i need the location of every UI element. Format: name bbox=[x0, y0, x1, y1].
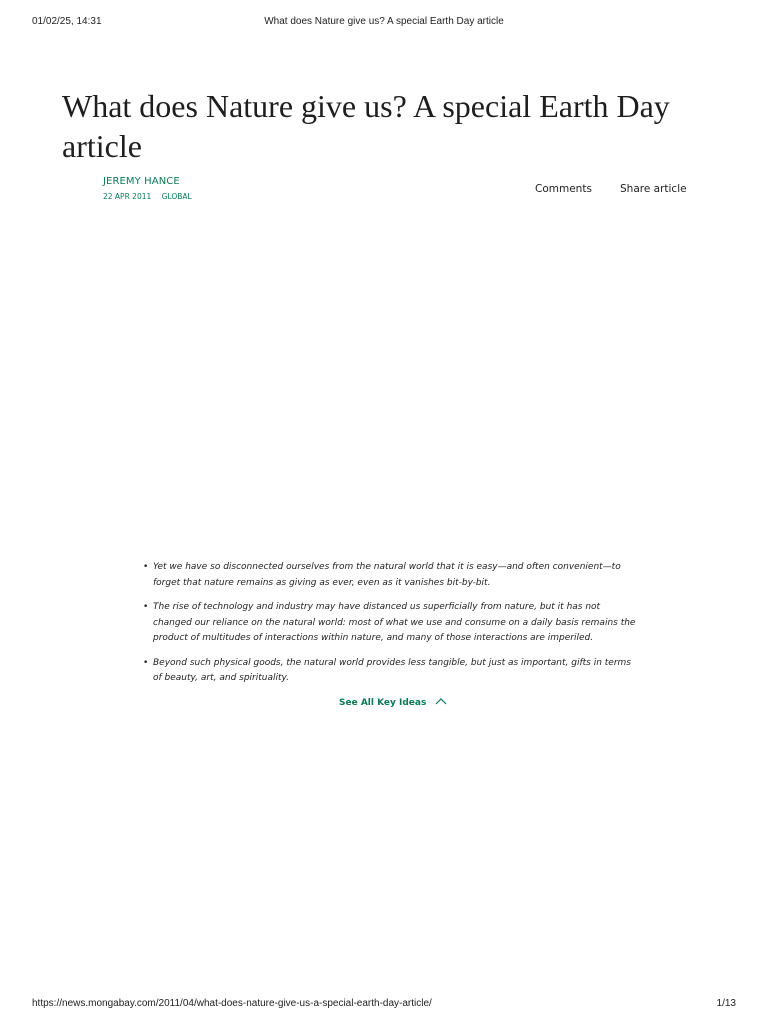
page-number: 1/13 bbox=[716, 998, 736, 1009]
bullet-icon: • bbox=[143, 602, 149, 612]
key-idea-text: The rise of technology and industry may have distanced us superficially from nature, but it has not changed our reliance on the natural world: most of what we use and consume on a daily basis remains the product of multitudes of interactions within nature, and many of those interactions are imperiled. bbox=[153, 602, 636, 643]
see-all-label: See All Key Ideas bbox=[339, 698, 427, 708]
bullet-icon: • bbox=[143, 562, 149, 572]
key-idea-item bbox=[143, 560, 641, 591]
publish-date: 22 APR 2011 bbox=[103, 192, 152, 201]
page-url: https://news.mongabay.com/2011/04/what-does-nature-give-us-a-special-earth-day-article/ bbox=[32, 998, 432, 1009]
article-actions bbox=[535, 183, 687, 195]
key-idea-text: Yet we have so disconnected ourselves from the natural world that it is easy—and often convenient—to forget that nature remains as giving as ever, even as it vanishes bit-by-bit. bbox=[153, 562, 621, 588]
key-idea-item bbox=[143, 656, 641, 687]
bullet-icon: • bbox=[143, 657, 149, 668]
article-title: What does Nature give us? A special Earth Day article bbox=[62, 88, 670, 164]
comments-button[interactable]: Comments bbox=[535, 183, 592, 195]
region-link[interactable]: GLOBAL bbox=[161, 192, 192, 201]
key-idea-text: Beyond such physical goods, the natural world provides less tangible, but just as important, gifts in terms of beauty, art, and spirituality. bbox=[153, 657, 631, 683]
author-link[interactable]: JEREMY HANCE bbox=[103, 176, 180, 187]
print-header bbox=[32, 16, 736, 32]
key-idea-item bbox=[143, 600, 641, 647]
chevron-up-icon bbox=[435, 697, 447, 708]
byline bbox=[103, 176, 192, 201]
see-all-key-ideas-button[interactable] bbox=[339, 697, 447, 708]
key-ideas-list bbox=[143, 560, 641, 696]
print-page-title: What does Nature give us? A special Earth Day article bbox=[264, 16, 504, 27]
share-article-button[interactable]: Share article bbox=[620, 183, 687, 195]
print-footer bbox=[32, 998, 736, 1012]
article-meta bbox=[103, 192, 192, 201]
print-datetime: 01/02/25, 14:31 bbox=[32, 16, 102, 27]
